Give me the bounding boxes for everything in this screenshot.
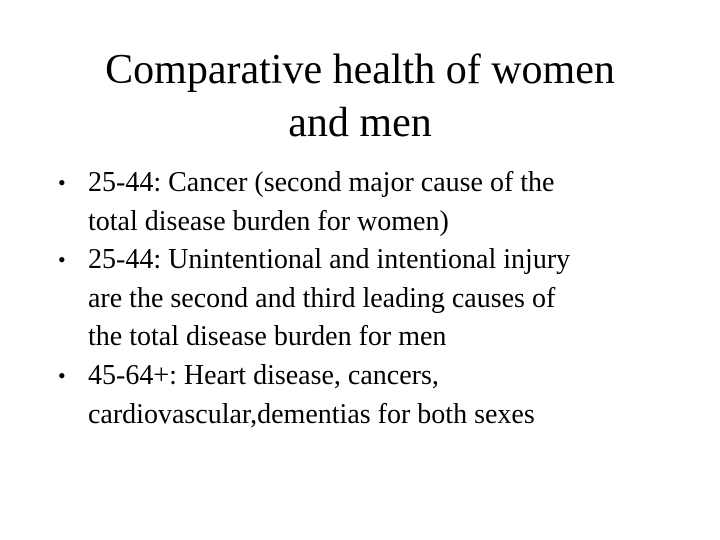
bullet-text-line: 25-44: Cancer (second major cause of the xyxy=(88,167,555,198)
bullet-text-line: are the second and third leading causes of xyxy=(88,282,556,314)
slide-title xyxy=(50,44,670,150)
bullet-text-line: 45-64+: Heart disease, cancers, xyxy=(88,359,439,391)
bullet-list xyxy=(0,164,720,434)
bullet-item-cancer xyxy=(0,164,720,241)
bullet-text-line: 25-44: Unintentional and intentional injury xyxy=(88,244,571,276)
slide-title-line-2: and men xyxy=(288,100,432,146)
bullet-icon: • xyxy=(58,362,66,388)
bullet-text-line: total disease burden for women) xyxy=(88,205,449,237)
bullet-item-injury xyxy=(0,241,720,357)
bullet-item-heart-disease xyxy=(0,357,720,434)
bullet-text-line: the total disease burden for men xyxy=(88,321,447,353)
bullet-text-line: cardiovascular,dementias for both sexes xyxy=(88,398,535,430)
bullet-icon: • xyxy=(58,170,66,195)
slide-title-line-1: Comparative health of women xyxy=(105,47,615,93)
bullet-icon: • xyxy=(58,247,66,273)
